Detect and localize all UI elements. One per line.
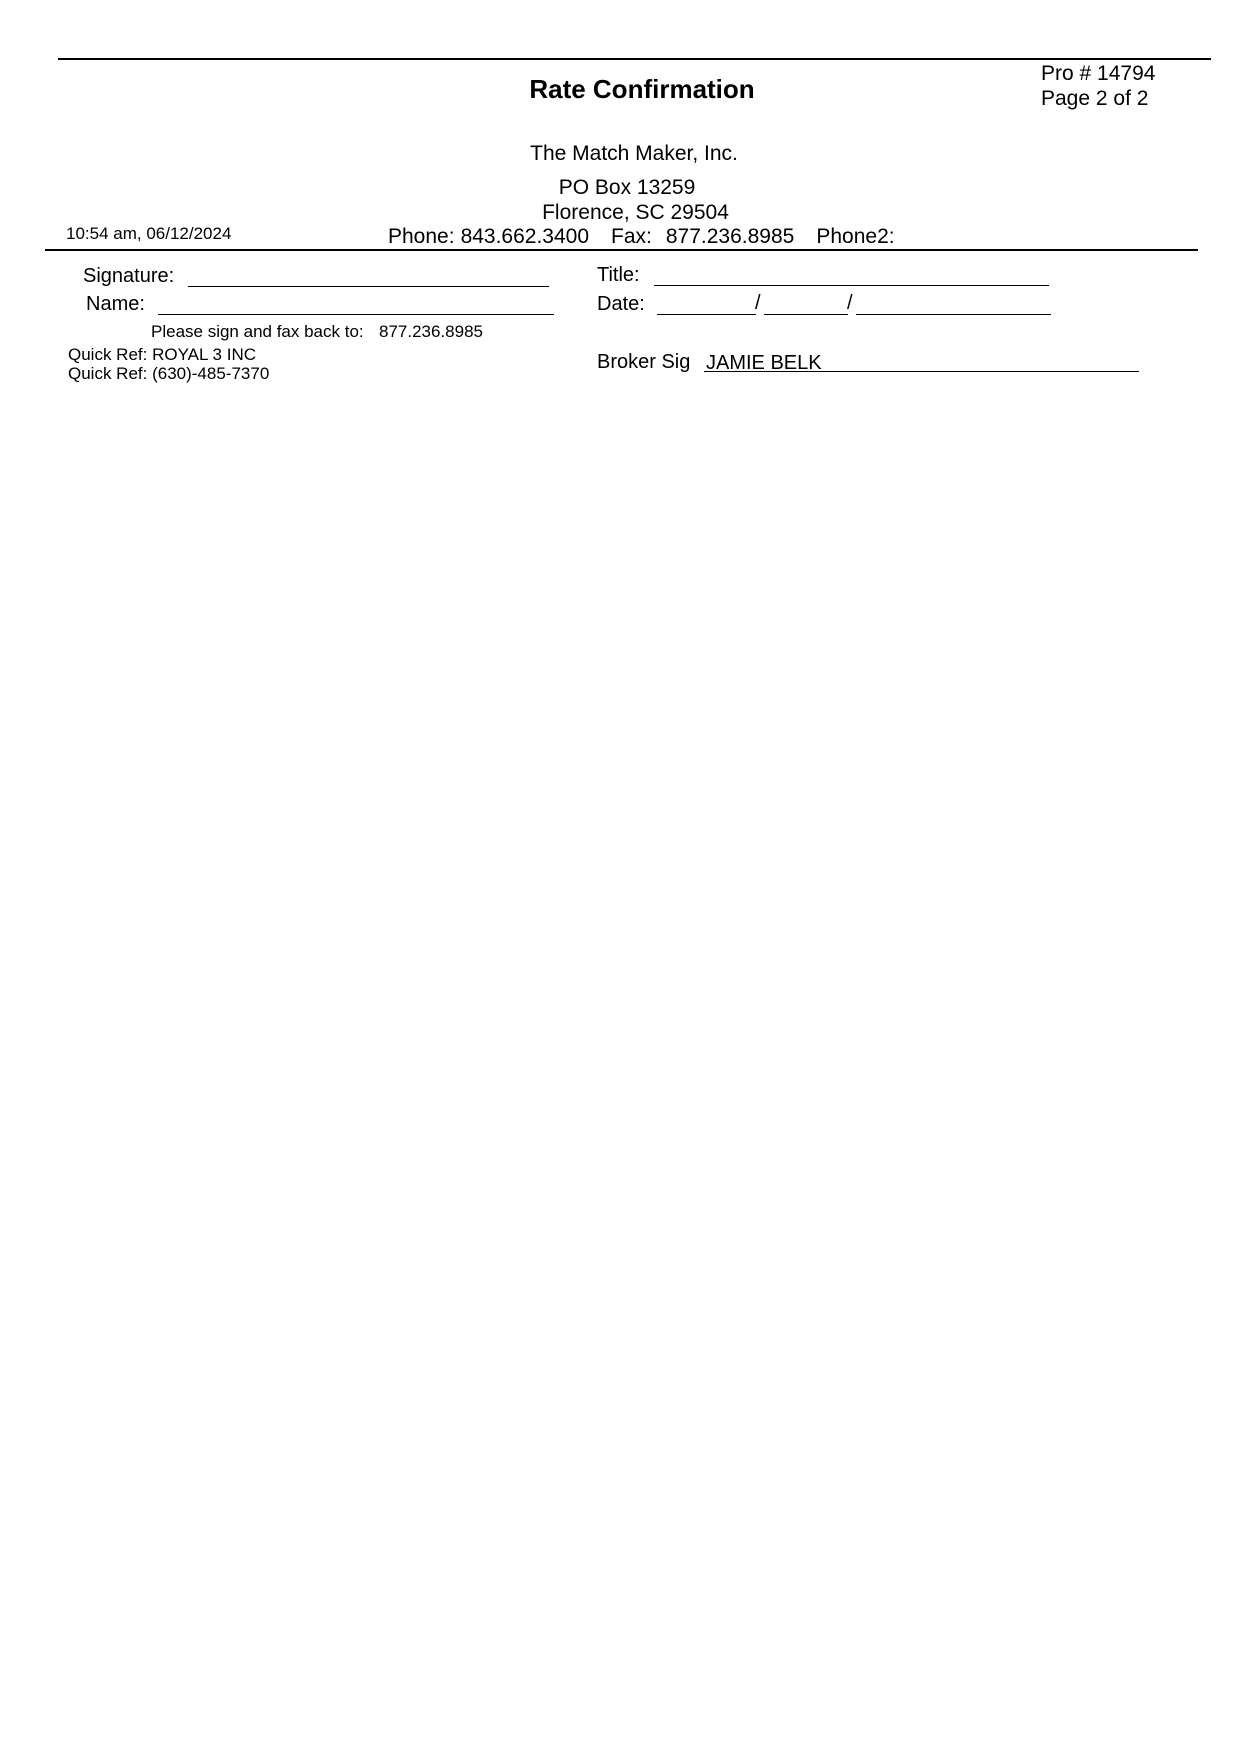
quick-ref-phone: Quick Ref: (630)-485-7370 — [68, 364, 270, 383]
company-city-state-zip: Florence, SC 29504 — [542, 201, 729, 224]
signature-label: Signature: — [83, 265, 175, 287]
broker-signature-line — [704, 371, 1139, 372]
page-number: Page 2 of 2 — [1041, 87, 1149, 110]
phone-number: 843.662.3400 — [460, 225, 590, 248]
broker-signature-label: Broker Sig — [597, 351, 691, 373]
title-field[interactable] — [654, 285, 1049, 286]
signature-field[interactable] — [188, 286, 549, 287]
date-separator: / — [847, 292, 853, 314]
company-name: The Match Maker, Inc. — [530, 142, 738, 165]
company-po-box: PO Box 13259 — [558, 176, 696, 199]
date-label: Date: — [597, 293, 645, 315]
fax-back-number: 877.236.8985 — [379, 322, 483, 341]
company-contact-line — [388, 225, 895, 249]
date-month-field[interactable] — [657, 314, 756, 315]
date-separator: / — [755, 292, 761, 314]
header-bottom-rule — [45, 249, 1198, 251]
phone-label: Phone: — [388, 225, 455, 248]
fax-back-instruction: Please sign and fax back to: — [151, 322, 364, 341]
print-timestamp: 10:54 am, 06/12/2024 — [66, 224, 232, 243]
date-year-field[interactable] — [856, 314, 1051, 315]
title-label: Title: — [597, 264, 640, 286]
date-day-field[interactable] — [764, 314, 848, 315]
header-top-rule — [58, 58, 1211, 60]
fax-number: 877.236.8985 — [665, 225, 795, 248]
name-label: Name: — [86, 293, 145, 315]
quick-ref-carrier: Quick Ref: ROYAL 3 INC — [68, 345, 256, 364]
phone2-label: Phone2: — [816, 225, 895, 248]
name-field[interactable] — [158, 314, 554, 315]
document-title: Rate Confirmation — [529, 74, 755, 104]
pro-number: Pro # 14794 — [1041, 62, 1156, 85]
broker-signature-value: JAMIE BELK — [706, 352, 822, 374]
fax-label: Fax: — [611, 225, 652, 248]
